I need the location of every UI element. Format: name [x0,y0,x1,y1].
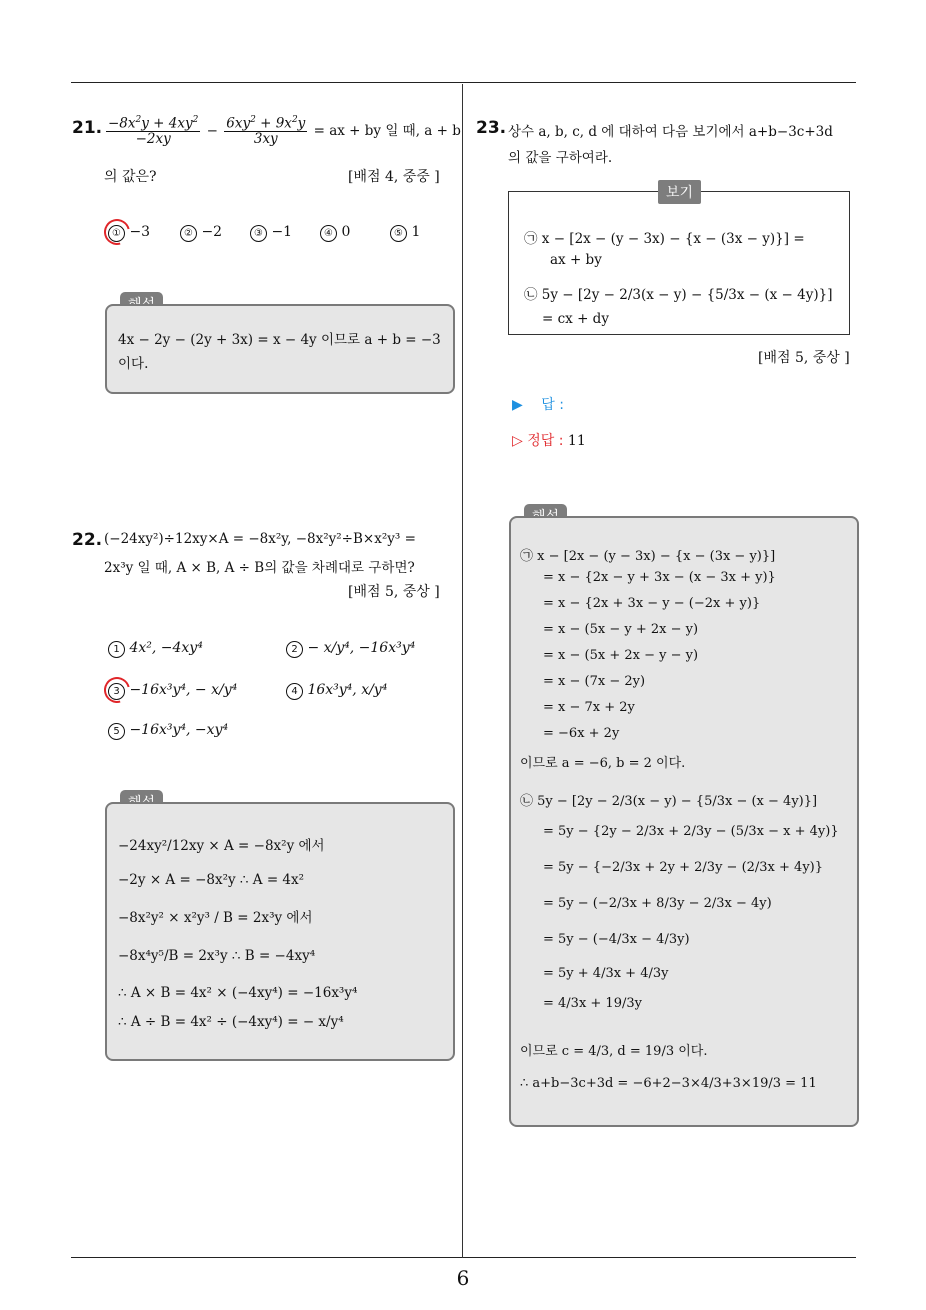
q21-choice-5[interactable]: ⑤ 1 [390,224,420,242]
q23-solution-line: = 5y − (−4/3x − 4/3y) [543,932,690,947]
q22-score: [배점 5, 중상 ] [348,584,440,600]
q22-solution-line: −2y × A = −8x²y ∴ A = 4x² [118,872,305,888]
q21-solution-line1: 4x − 2y − (2y + 3x) = x − 4y 이므로 a + b = −3 [118,332,441,348]
q23-solution-line: ㉠ x − [2x − (y − 3x) − {x − (3x − y)}] [520,549,776,564]
q22-solution-line: −8x²y² × x²y³ / B = 2x³y 에서 [118,910,313,926]
q23-solution-line: 이므로 a = −6, b = 2 이다. [520,756,686,771]
example-line: = cx + dy [542,311,609,327]
q21-score: [배점 4, 중중 ] [348,169,440,185]
q22-solution-line: −24xy²/12xy × A = −8x²y 에서 [118,838,325,854]
q21-solution-box [105,304,455,394]
q22-question-line2: 2x³y 일 때, A × B, A ÷ B의 값을 차례대로 구하면? [104,560,415,576]
q23-solution-line: ∴ a+b−3c+3d = −6+2−3×4/3+3×19/3 = 11 [520,1076,817,1091]
q22-choice-1[interactable]: 1 4x², −4xy⁴ [108,640,203,658]
correct-value: 11 [567,433,586,449]
q21-question-line2: 의 값은? [104,169,157,185]
q23-solution-line: = 5y − {2y − 2/3x + 2/3y − (5/3x − x + 4y)} [543,824,839,839]
q22-solution-line: ∴ A × B = 4x² × (−4xy⁴) = −16x³y⁴ [118,985,358,1001]
answer-row [512,394,564,414]
question-number: 22. [72,530,103,550]
top-rule [71,82,856,83]
example-line: ㉠ x − [2x − (y − 3x) − {x − (3x − y)}] = [524,231,805,247]
q21-choice-3[interactable]: ③ −1 [250,224,292,242]
q21-choice-4[interactable]: ④ 0 [320,224,350,242]
q23-solution-line: = 5y − (−2/3x + 8/3y − 2/3x − 4y) [543,896,772,911]
answer-label: 답 : [541,397,564,413]
q21-choice-1[interactable]: ① −3 [108,224,150,242]
q23-solution-line: = x − {2x + 3x − y − (−2x + y)} [543,596,761,611]
q22-solution-line: ∴ A ÷ B = 4x² ÷ (−4xy⁴) = − x/y⁴ [118,1014,344,1030]
q23-question-line1: 상수 a, b, c, d 에 대하여 다음 보기에서 a+b−3c+3d [508,124,833,140]
q23-solution-line: = x − (5x + 2x − y − y) [543,648,699,663]
correct-label: 정답 : [527,433,564,449]
q23-solution-line: = −6x + 2y [543,726,620,741]
correct-answer-row [512,430,586,450]
q23-solution-line: = x − 7x + 2y [543,700,635,715]
q21-expression: $\frac{-8x^2y + 4xy^2}{-2xy}$ − $\frac{6xy^2 + 9x^2y}{3xy}$ = ax + by 일 때, a + b [108,115,461,148]
example-tag: 보기 [658,180,701,204]
selected-answer-mark [99,214,135,250]
q23-solution-line: ㉡ 5y − [2y − 2/3(x − y) − {5/3x − (x − 4y)}] [520,794,818,809]
q21-solution-line2: 이다. [118,356,149,372]
q22-solution-line: −8x⁴y⁵/B = 2x³y ∴ B = −4xy⁴ [118,948,316,964]
q22-choice-2[interactable]: 2 − x/y⁴, −16x³y⁴ [286,640,415,658]
play-outline-icon: ▷ [512,433,523,449]
q22-choice-5[interactable]: 5 −16x³y⁴, −xy⁴ [108,722,228,740]
q23-solution-line: = x − (7x − 2y) [543,674,646,689]
q23-score: [배점 5, 중상 ] [758,350,850,366]
q23-solution-line: = 4/3x + 19/3y [543,996,642,1011]
q23-solution-line: = x − {2x − y + 3x − (x − 3x + y)} [543,570,776,585]
q22-choice-4[interactable]: 4 16x³y⁴, x/y⁴ [286,682,387,700]
column-divider [462,84,463,1258]
selected-answer-mark [99,672,135,708]
q23-solution-line: 이므로 c = 4/3, d = 19/3 이다. [520,1044,708,1059]
q22-choice-3[interactable]: 3 −16x³y⁴, − x/y⁴ [108,682,237,700]
play-icon: ▶ [512,397,523,413]
q23-solution-line: = 5y + 4/3x + 4/3y [543,966,669,981]
question-number: 23. [476,118,507,138]
q23-solution-line: = x − (5x − y + 2x − y) [543,622,699,637]
q21-expr-tail: = ax + by 일 때, a + b [313,123,461,140]
page-number: 6 [456,1266,470,1290]
question-number: 21. [72,118,103,138]
example-line: ax + by [550,252,602,268]
q22-question-line1: (−24xy²)÷12xy×A = −8x²y, −8x²y²÷B×x²y³ = [104,531,416,547]
bottom-rule [71,1257,856,1258]
q23-question-line2: 의 값을 구하여라. [508,150,613,166]
q21-choice-2[interactable]: ② −2 [180,224,222,242]
q23-solution-line: = 5y − {−2/3x + 2y + 2/3y − (2/3x + 4y)} [543,860,824,875]
example-line: ㉡ 5y − [2y − 2/3(x − y) − {5/3x − (x − 4y)}] [524,287,833,303]
